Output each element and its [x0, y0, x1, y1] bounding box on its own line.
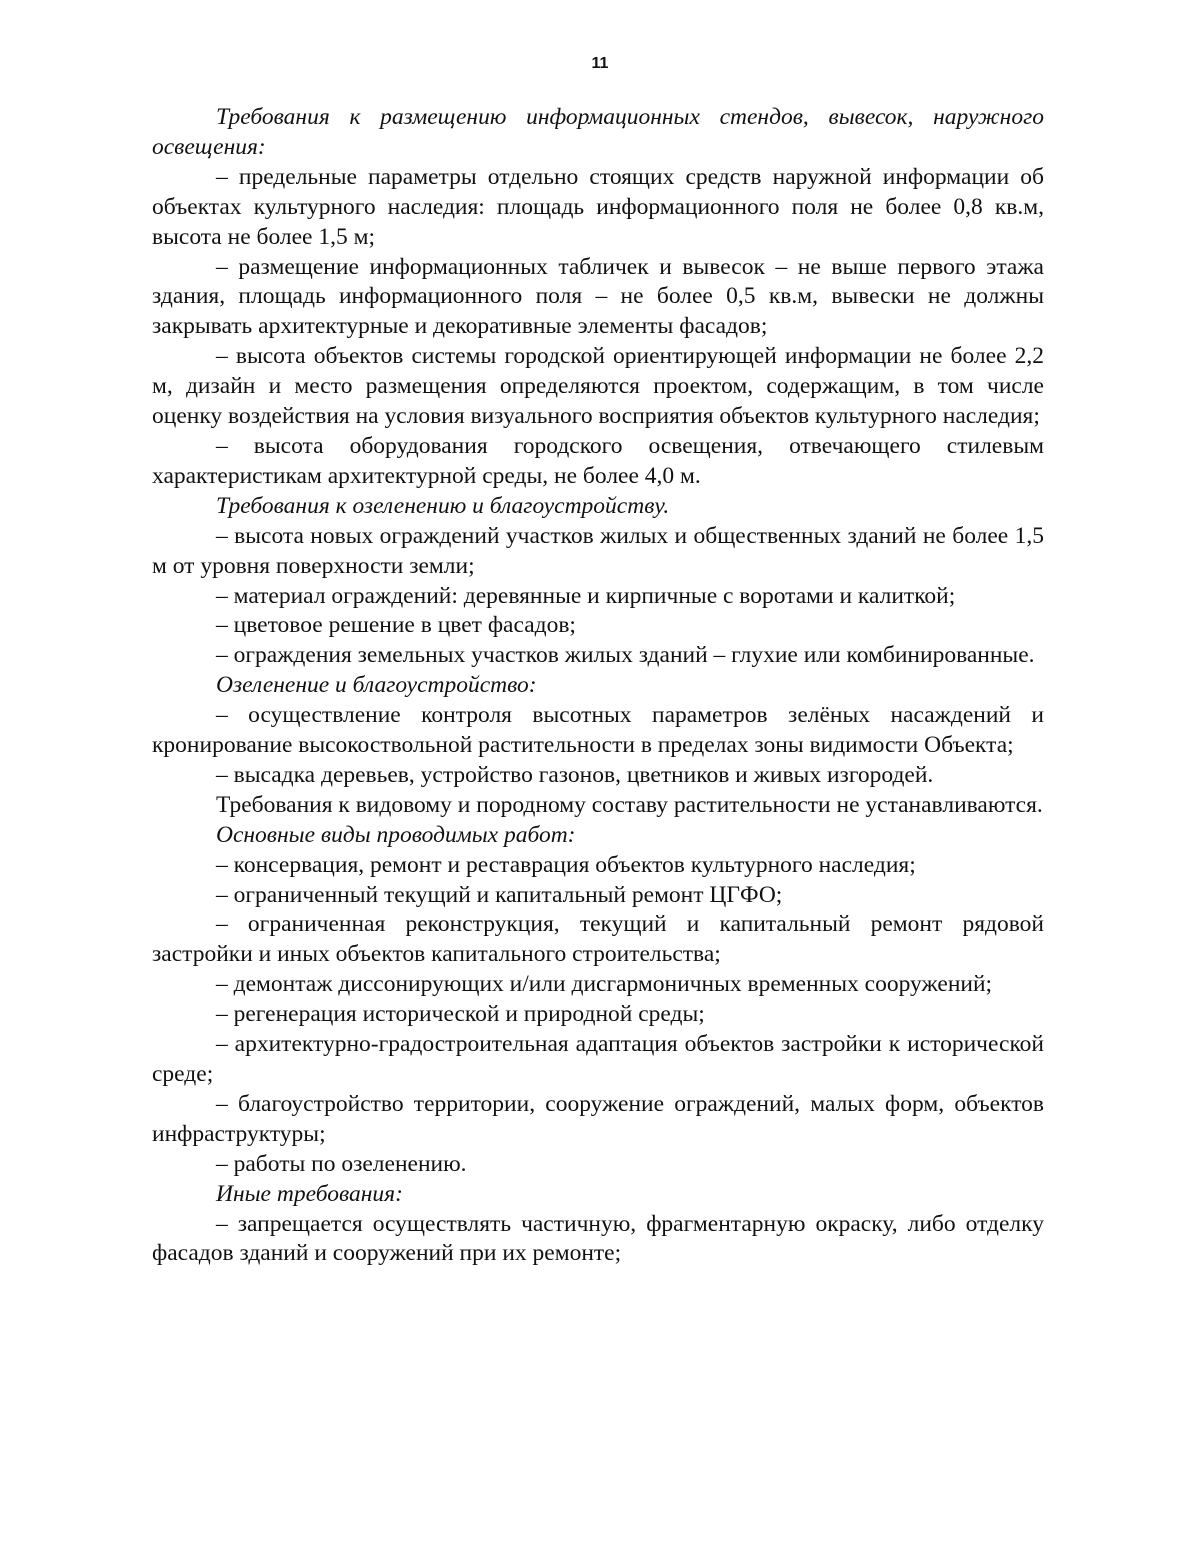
list-item: – ограждения земельных участков жилых зданий – глухие или комбинированные. [216, 642, 1035, 669]
list-item: – цветовое решение в цвет фасадов; [216, 612, 576, 639]
list-item: – осуществление контроля высотных параметров зелёных насаждений и кронирование высокоствольной растительности в пределах зоны видимости Объекта; [152, 702, 1044, 759]
list-item: – размещение информационных табличек и вывесок – не выше первого этажа здания, площадь информационного поля – не более 0,5 кв.м, вывески не должны закрывать архитектурные и декоративные элементы фасадов; [152, 253, 1044, 340]
list-item: – материал ограждений: деревянные и кирпичные с воротами и калиткой; [216, 582, 956, 609]
list-item: – благоустройство территории, сооружение ограждений, малых форм, объектов инфраструктуры; [152, 1090, 1044, 1147]
list-item: – высадка деревьев, устройство газонов, цветников и живых изгородей. [216, 761, 934, 788]
list-item: – ограниченная реконструкция, текущий и капитальный ремонт рядовой застройки и иных объектов капитального строительства; [152, 911, 1044, 968]
paragraph: Требования к видовому и породному составу растительности не устанавливаются. [216, 791, 1043, 818]
section-heading-landscaping: Озеленение и благоустройство: [216, 672, 537, 699]
section-heading-other: Иные требования: [216, 1180, 403, 1207]
list-item: – архитектурно-градостроительная адаптация объектов застройки к исторической среде; [152, 1031, 1044, 1087]
section-heading-signage: Требования к размещению информационных стендов, вывесок, наружного освещения: [152, 104, 1044, 160]
list-item: – высота объектов системы городской ориентирующей информации не более 2,2 м, дизайн и место размещения определяются проектом, содержащим, в том числе оценку воздействия на условия визуального восприятия объектов культурного наследия; [152, 343, 1044, 430]
list-item: – демонтаж диссонирующих и/или дисгармоничных временных сооружений; [216, 971, 993, 998]
list-item: – ограниченный текущий и капитальный ремонт ЦГФО; [216, 881, 783, 908]
document-body [152, 103, 1044, 1269]
list-item: – консервация, ремонт и реставрация объектов культурного наследия; [216, 851, 916, 878]
list-item: – высота новых ограждений участков жилых и общественных зданий не более 1,5 м от уровня поверхности земли; [152, 522, 1044, 579]
list-item: – запрещается осуществлять частичную, фрагментарную окраску, либо отделку фасадов зданий и сооружений при их ремонте; [152, 1210, 1044, 1267]
list-item: – высота оборудования городского освещения, отвечающего стилевым характеристикам архитектурной среды, не более 4,0 м. [152, 432, 1044, 489]
list-item: – предельные параметры отдельно стоящих средств наружной информации об объектах культурного наследия: площадь информационного поля не более 0,8 кв.м, высота не более 1,5 м; [152, 163, 1044, 250]
section-heading-works: Основные виды проводимых работ: [216, 821, 576, 848]
list-item: – регенерация исторической и природной среды; [216, 1001, 705, 1028]
page-number: 11 [591, 55, 609, 72]
list-item: – работы по озеленению. [216, 1150, 467, 1177]
section-heading-landscaping-requirements: Требования к озеленению и благоустройству. [216, 492, 670, 519]
